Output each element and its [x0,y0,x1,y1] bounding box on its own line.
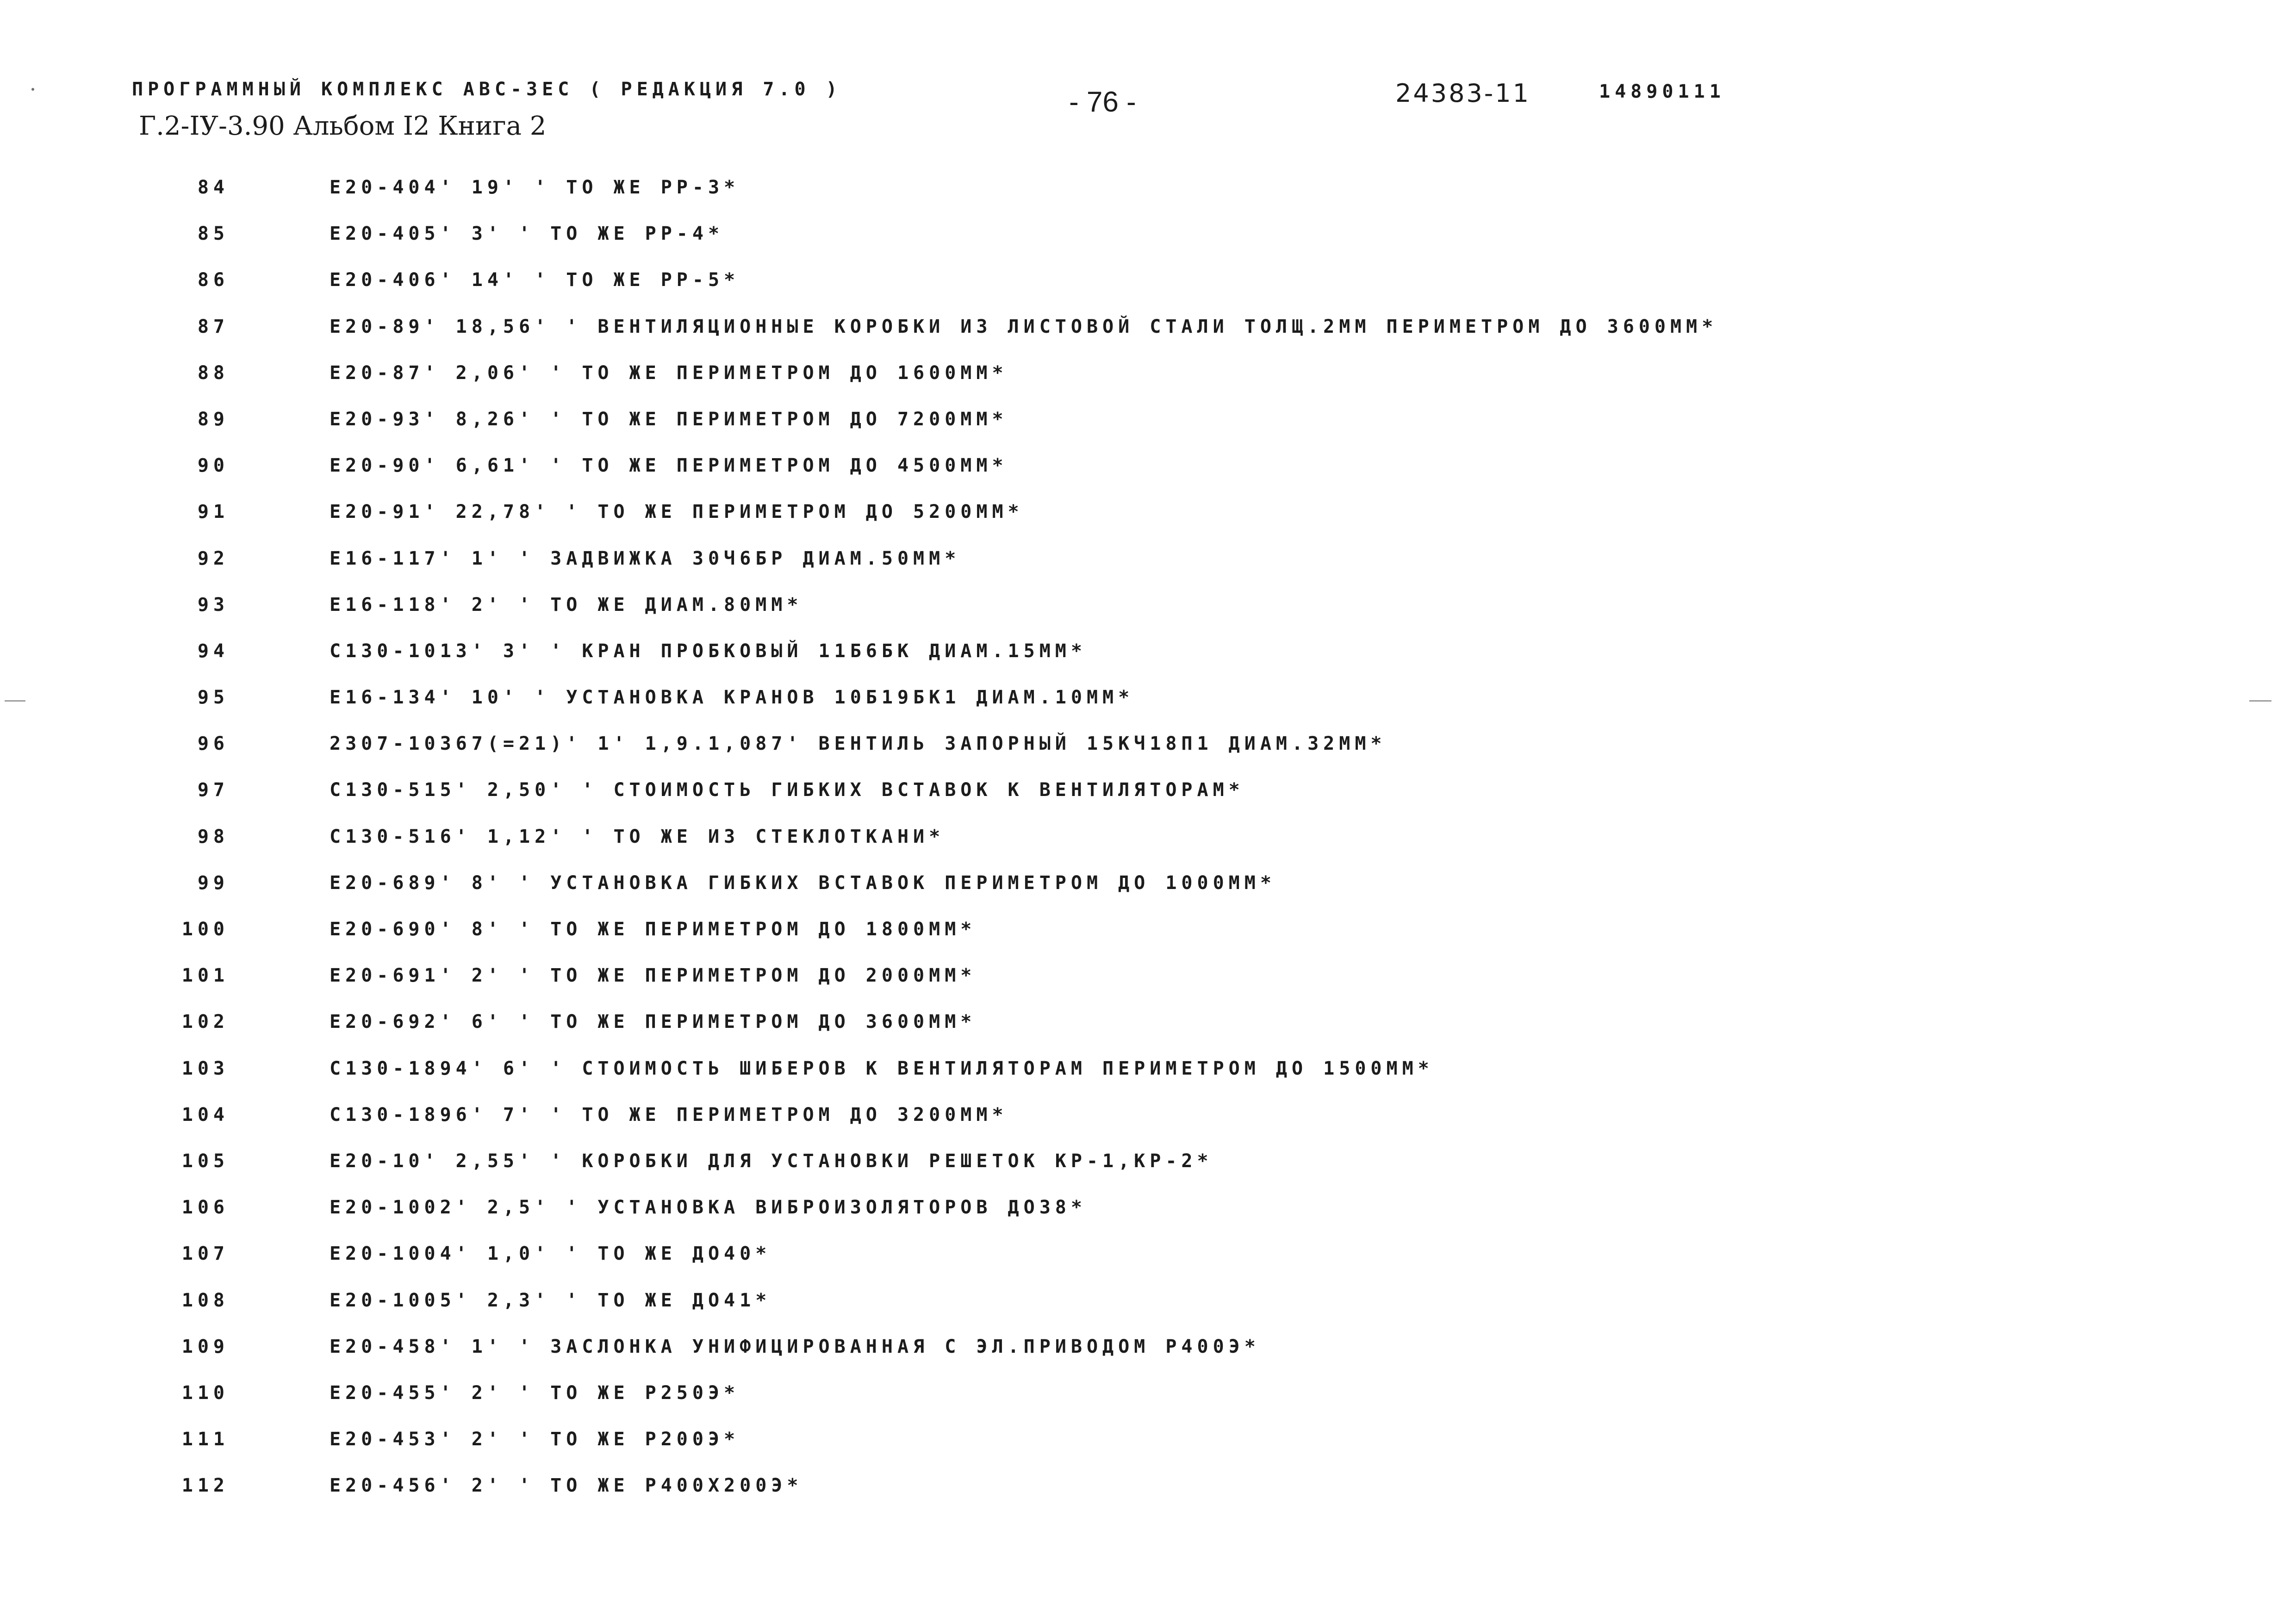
page-number: - 76 - [1069,86,1136,118]
list-item [0,1194,2296,1240]
handwritten-code: 24383-11 [1395,79,1531,108]
list-item [0,1472,2296,1518]
document-code: 14890111 [1599,81,1725,102]
row-text: Е20-93' 8,26' ' ТО ЖЕ ПЕРИМЕТРОМ ДО 7200ММ* [330,408,1008,430]
row-number: 102 [181,1011,229,1033]
row-number: 105 [181,1150,229,1172]
row-text: Е16-118' 2' ' ТО ЖЕ ДИАМ.80ММ* [330,594,803,616]
list-item [0,962,2296,1008]
row-number: 96 [197,733,229,755]
row-number: 89 [197,408,229,430]
row-number: 111 [181,1429,229,1450]
list-item [0,1425,2296,1472]
list-item [0,1147,2296,1194]
list-item [0,220,2296,266]
estimate-listing [0,174,2296,1518]
row-number: 101 [181,965,229,987]
row-text: 2307-10367(=21)' 1' 1,9.1,087' ВЕНТИЛЬ ЗАПОРНЫЙ 15КЧ18П1 ДИАМ.32ММ* [330,733,1387,755]
list-item [0,591,2296,637]
list-item [0,684,2296,730]
row-number: 93 [197,594,229,616]
row-number: 88 [197,362,229,384]
list-item [0,730,2296,776]
row-number: 91 [197,501,229,523]
row-number: 92 [197,547,229,569]
row-number: 104 [181,1104,229,1126]
row-text: Е20-1005' 2,3' ' ТО ЖЕ ДО41* [330,1289,772,1311]
row-number: 106 [181,1197,229,1219]
list-item [0,637,2296,684]
row-number: 107 [181,1243,229,1265]
row-number: 112 [181,1475,229,1497]
row-text: Е20-404' 19' ' ТО ЖЕ РР-3* [330,177,740,198]
left-margin-mark [5,700,25,702]
list-item [0,1055,2296,1101]
row-text: Е20-10' 2,55' ' КОРОБКИ ДЛЯ УСТАНОВКИ РЕШЕТОК КР-1,КР-2* [330,1150,1213,1172]
list-item [0,313,2296,359]
row-text: Е20-456' 2' ' ТО ЖЕ Р400Х200Э* [330,1475,803,1497]
row-text: Е20-91' 22,78' ' ТО ЖЕ ПЕРИМЕТРОМ ДО 5200ММ* [330,501,1024,523]
row-number: 84 [197,177,229,198]
row-number: 110 [181,1382,229,1404]
list-item [0,776,2296,822]
row-text: Е20-692' 6' ' ТО ЖЕ ПЕРИМЕТРОМ ДО 3600ММ* [330,1011,977,1033]
row-text: С130-1894' 6' ' СТОИМОСТЬ ШИБЕРОВ К ВЕНТИЛЯТОРАМ ПЕРИМЕТРОМ ДО 1500ММ* [330,1057,1434,1079]
program-header: ПРОГРАММНЫЙ КОМПЛЕКС АВС-3ЕС ( РЕДАКЦИЯ 7.0 ) [132,79,842,100]
row-number: 108 [181,1289,229,1311]
list-item [0,1101,2296,1147]
row-number: 95 [197,687,229,709]
list-item [0,498,2296,544]
row-number: 103 [181,1057,229,1079]
row-number: 90 [197,455,229,477]
list-item [0,1287,2296,1333]
row-text: Е20-690' 8' ' ТО ЖЕ ПЕРИМЕТРОМ ДО 1800ММ* [330,919,977,940]
row-number: 99 [197,872,229,894]
list-item [0,452,2296,498]
list-item [0,545,2296,591]
row-text: С130-515' 2,50' ' СТОИМОСТЬ ГИБКИХ ВСТАВОК К ВЕНТИЛЯТОРАМ* [330,779,1244,801]
row-number: 97 [197,779,229,801]
row-text: С130-1013' 3' ' КРАН ПРОБКОВЫЙ 11Б6БК ДИАМ.15ММ* [330,640,1087,662]
row-text: Е20-689' 8' ' УСТАНОВКА ГИБКИХ ВСТАВОК ПЕРИМЕТРОМ ДО 1000ММ* [330,872,1276,894]
row-text: Е20-406' 14' ' ТО ЖЕ РР-5* [330,269,740,291]
list-item [0,869,2296,915]
scan-dot-mark [31,88,34,91]
row-number: 94 [197,640,229,662]
list-item [0,266,2296,312]
row-text: Е20-453' 2' ' ТО ЖЕ Р200Э* [330,1429,740,1450]
list-item [0,1379,2296,1425]
row-number: 85 [197,223,229,245]
row-text: Е16-134' 10' ' УСТАНОВКА КРАНОВ 10Б19БК1 ДИАМ.10ММ* [330,687,1134,709]
row-text: С130-1896' 7' ' ТО ЖЕ ПЕРИМЕТРОМ ДО 3200ММ* [330,1104,1008,1126]
album-title: Г.2-IУ-3.90 Альбом I2 Книга 2 [139,111,547,141]
row-number: 98 [197,826,229,847]
list-item [0,405,2296,452]
list-item [0,915,2296,962]
row-text: Е20-691' 2' ' ТО ЖЕ ПЕРИМЕТРОМ ДО 2000ММ* [330,965,977,987]
list-item [0,1240,2296,1286]
right-margin-mark [2249,700,2271,702]
list-item [0,1333,2296,1379]
row-text: Е20-87' 2,06' ' ТО ЖЕ ПЕРИМЕТРОМ ДО 1600ММ* [330,362,1008,384]
row-number: 87 [197,316,229,337]
row-text: Е20-90' 6,61' ' ТО ЖЕ ПЕРИМЕТРОМ ДО 4500ММ* [330,455,1008,477]
row-text: Е20-1004' 1,0' ' ТО ЖЕ ДО40* [330,1243,772,1265]
row-text: Е16-117' 1' ' ЗАДВИЖКА 30Ч6БР ДИАМ.50ММ* [330,547,961,569]
list-item [0,174,2296,220]
row-text: Е20-89' 18,56' ' ВЕНТИЛЯЦИОННЫЕ КОРОБКИ ИЗ ЛИСТОВОЙ СТАЛИ ТОЛЩ.2ММ ПЕРИМЕТРОМ ДО 3600ММ* [330,316,1718,337]
list-item [0,359,2296,405]
row-number: 100 [181,919,229,940]
list-item [0,1008,2296,1054]
row-number: 86 [197,269,229,291]
list-item [0,823,2296,869]
row-text: Е20-455' 2' ' ТО ЖЕ Р250Э* [330,1382,740,1404]
row-text: С130-516' 1,12' ' ТО ЖЕ ИЗ СТЕКЛОТКАНИ* [330,826,945,847]
row-number: 109 [181,1336,229,1357]
row-text: Е20-458' 1' ' ЗАСЛОНКА УНИФИЦИРОВАННАЯ С ЭЛ.ПРИВОДОМ Р400Э* [330,1336,1260,1357]
row-text: Е20-405' 3' ' ТО ЖЕ РР-4* [330,223,724,245]
row-text: Е20-1002' 2,5' ' УСТАНОВКА ВИБРОИЗОЛЯТОРОВ ДО38* [330,1197,1087,1219]
